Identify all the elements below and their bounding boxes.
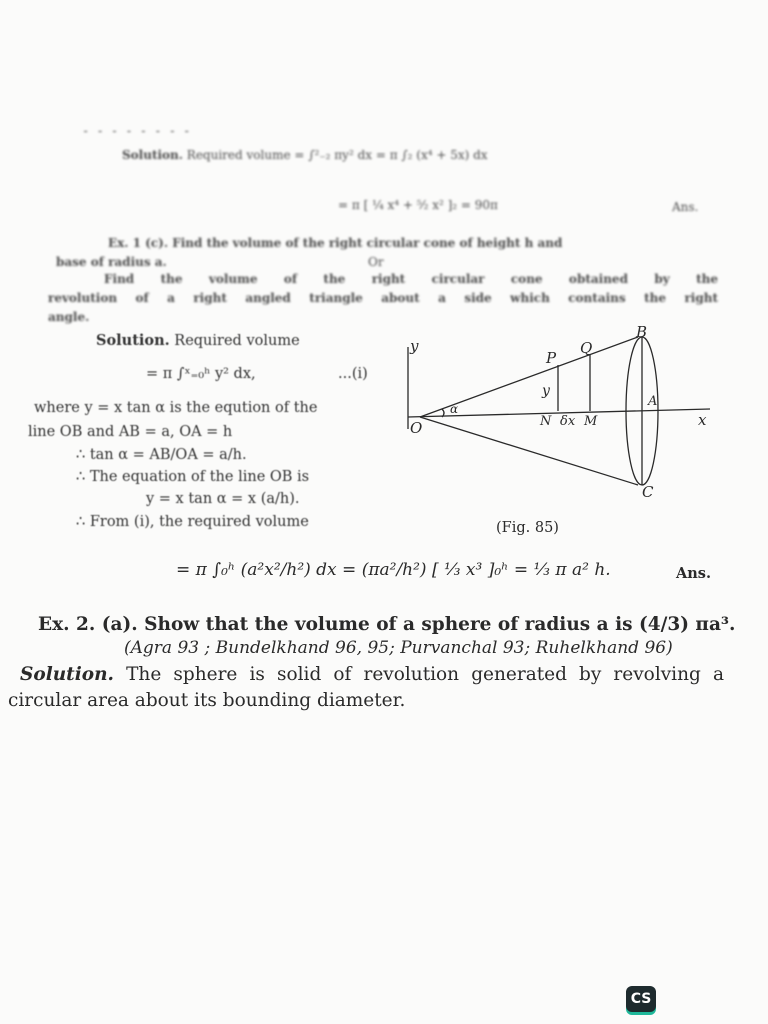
ex1-line3: Find the volume of the right circular cone obtained by the [104,272,718,286]
solution2-eq1-tag: ...(i) [338,366,368,382]
solution2-eqline2: y = x tan α = x (a/h). [146,491,300,507]
solution2-ans: Ans. [676,565,712,582]
fig-label-origin: O [410,419,423,437]
ex1-line1 [108,236,712,250]
solution2-eq1: = π ∫ˣ₌₀ʰ y² dx, [146,366,256,382]
solution1-line2: = π [ ¼ x⁴ + ⁵⁄₂ x² ]₂ = 90π [338,198,498,212]
ex2-label: Ex. 2. (a). [38,614,138,635]
solution1-block [122,148,488,162]
solution2-label: Solution. [96,332,170,349]
fig-label-x-axis: x [698,411,707,429]
solution2-where2: line OB and AB = a, OA = h [28,424,233,440]
ex1-line5: angle. [48,310,90,324]
ex2-line [38,614,735,635]
ex1-label: Ex. 1 (c). [108,236,169,250]
solution2-text: Required volume [174,333,300,349]
ex2-text: Show that the volume of a sphere of radius a is (4/3) πa³. [144,614,736,635]
fig-label-dx: δx [560,414,576,429]
solution3-label: Solution. [20,664,114,685]
line-OC [420,417,638,485]
solution1-ans: Ans. [672,200,699,214]
solution2-where1: where y = x tan α is the eqution of the [34,400,318,416]
fig-label-B: B [636,325,648,341]
fig-label-C: C [642,483,654,501]
ex2-refs: (Agra 93 ; Bundelkhand 96, 95; Purvanchal 93; Ruhelkhand 96) [124,638,673,658]
solution1-text: Required volume = ∫²₋₂ πy² dx = π ∫₂ (x⁴ + 5x) dx [186,148,488,162]
fig-label-alpha: α [450,402,459,416]
header-dash: - - - - - - - - [82,124,191,138]
solution2-final: = π ∫₀ʰ (a²x²/h²) dx = (πa²/h²) [ ⅓ x³ ]₀ʰ = ⅓ π a² h. [176,560,611,580]
logo-text: CS [630,991,652,1007]
ex1-text1: Find the volume of the right circular cone of height h and [172,236,563,250]
fig-label-Q: Q [580,339,593,357]
cone-figure [398,325,718,505]
ex1-line4: revolution of a right angled triangle about a side which contains the right [48,291,718,305]
fig-label-y-axis: y [410,337,419,355]
fig-label-N: N [540,414,552,429]
solution2-from: ∴ From (i), the required volume [76,514,309,530]
ex1-or: Or [368,255,384,269]
solution2-tan: ∴ tan α = AB/OA = a/h. [76,447,247,463]
solution1-label: Solution. [122,148,183,162]
camscanner-logo [626,986,656,1012]
solution2-head [96,332,300,349]
solution2-eqline: ∴ The equation of the line OB is [76,469,310,485]
solution3-line1 [20,664,724,685]
fig-label-P: P [546,349,557,367]
solution3-line2: circular area about its bounding diameter. [8,690,406,711]
fig-caption: (Fig. 85) [496,520,559,536]
fig-label-y-strip: y [542,383,550,399]
fig-label-A: A [648,394,658,409]
alpha-arc [442,409,444,417]
fig-label-M: M [584,414,598,429]
ex1-line2: base of radius a. [56,255,167,269]
solution3-text1: The sphere is solid of revolution generated by revolving a [126,664,724,685]
